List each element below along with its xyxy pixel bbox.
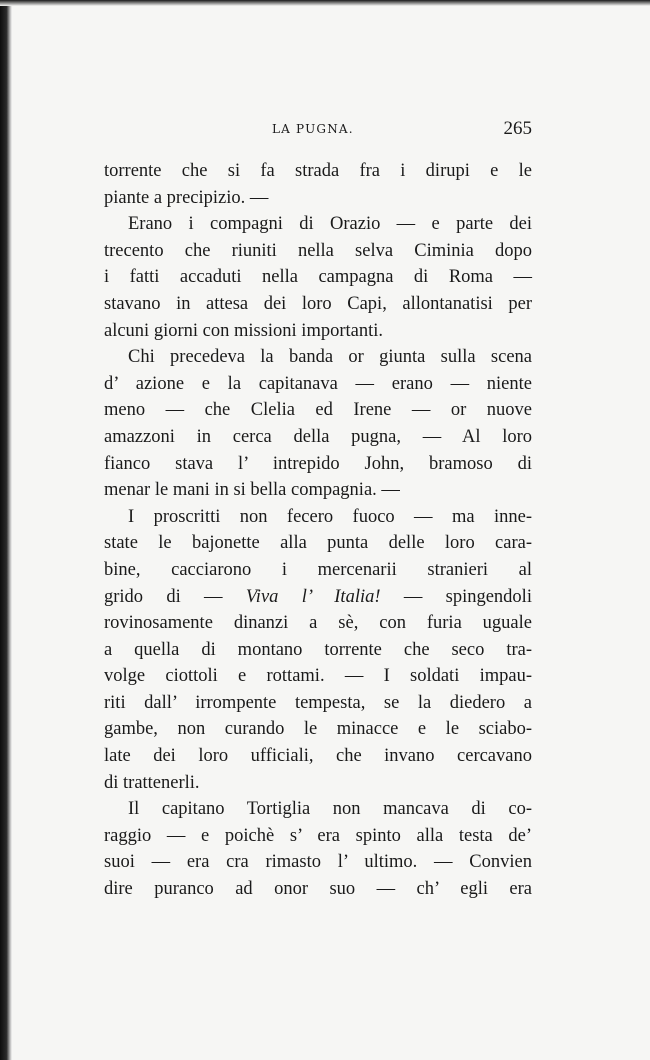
page-number: 265: [503, 118, 532, 139]
text-line: volge ciottoli e rottami. — I soldati impau-: [104, 666, 532, 687]
text-line: d’ azione e la capitanava — erano — niente: [104, 373, 532, 394]
text-line: di trattenerli.: [104, 772, 200, 793]
text-line: alcuni giorni con missioni importanti.: [104, 320, 384, 341]
italic-exclamation: Viva l’ Italia!: [245, 586, 381, 607]
text-line: Erano i compagni di Orazio — e parte dei: [128, 214, 532, 235]
text-line: fianco stava l’ intrepido John, bramoso di: [104, 453, 532, 474]
text-line-italic-phrase: [104, 584, 532, 611]
text-line: bine, cacciarono i mercenarii stranieri al: [104, 559, 532, 580]
text-line: torrente che si fa strada fra i dirupi e le: [104, 161, 532, 181]
text-line: meno — che Clelia ed Irene — or nuove: [104, 400, 532, 421]
text-line: state le bajonette alla punta delle loro cara-: [104, 533, 532, 554]
text-line: trecento che riuniti nella selva Ciminia dopo: [104, 240, 532, 261]
text-line: amazzoni in cerca della pugna, — Al loro: [104, 426, 532, 447]
page-top-edge: [0, 0, 650, 6]
text-line: suoi — era cra rimasto l’ ultimo. — Convien: [104, 852, 532, 873]
text-run: grido di —: [104, 586, 246, 607]
text-line: menar le mani in si bella compagnia. —: [104, 480, 400, 501]
page-binding-edge: [0, 0, 12, 1060]
text-line: I proscritti non fecero fuoco — ma inne-: [128, 506, 532, 527]
text-line: late dei loro ufficiali, che invano cercavano: [104, 746, 532, 767]
page-header: [104, 118, 532, 142]
body-text: [104, 158, 532, 903]
text-line: gambe, non curando le minacce e le sciabo-: [104, 719, 532, 740]
text-line: stavano in attesa dei loro Capi, allontanatisi per: [104, 293, 532, 314]
text-line: Chi precedeva la banda or giunta sulla scena: [128, 347, 532, 368]
running-title: LA PUGNA.: [272, 122, 354, 136]
text-line: i fatti accaduti nella campagna di Roma —: [104, 267, 532, 288]
text-line: dire puranco ad onor suo — ch’ egli era: [104, 879, 532, 900]
text-line: raggio — e poichè s’ era spinto alla testa de’: [104, 825, 532, 846]
text-line: rovinosamente dinanzi a sè, con furia uguale: [104, 613, 532, 634]
text-run: — spingendoli: [380, 586, 532, 607]
text-line: piante a precipizio. —: [104, 187, 269, 208]
text-line: Il capitano Tortiglia non mancava di co-: [128, 799, 532, 820]
text-line: riti dall’ irrompente tempesta, se la diedero a: [104, 692, 532, 713]
text-line: a quella di montano torrente che seco tra-: [104, 639, 532, 660]
